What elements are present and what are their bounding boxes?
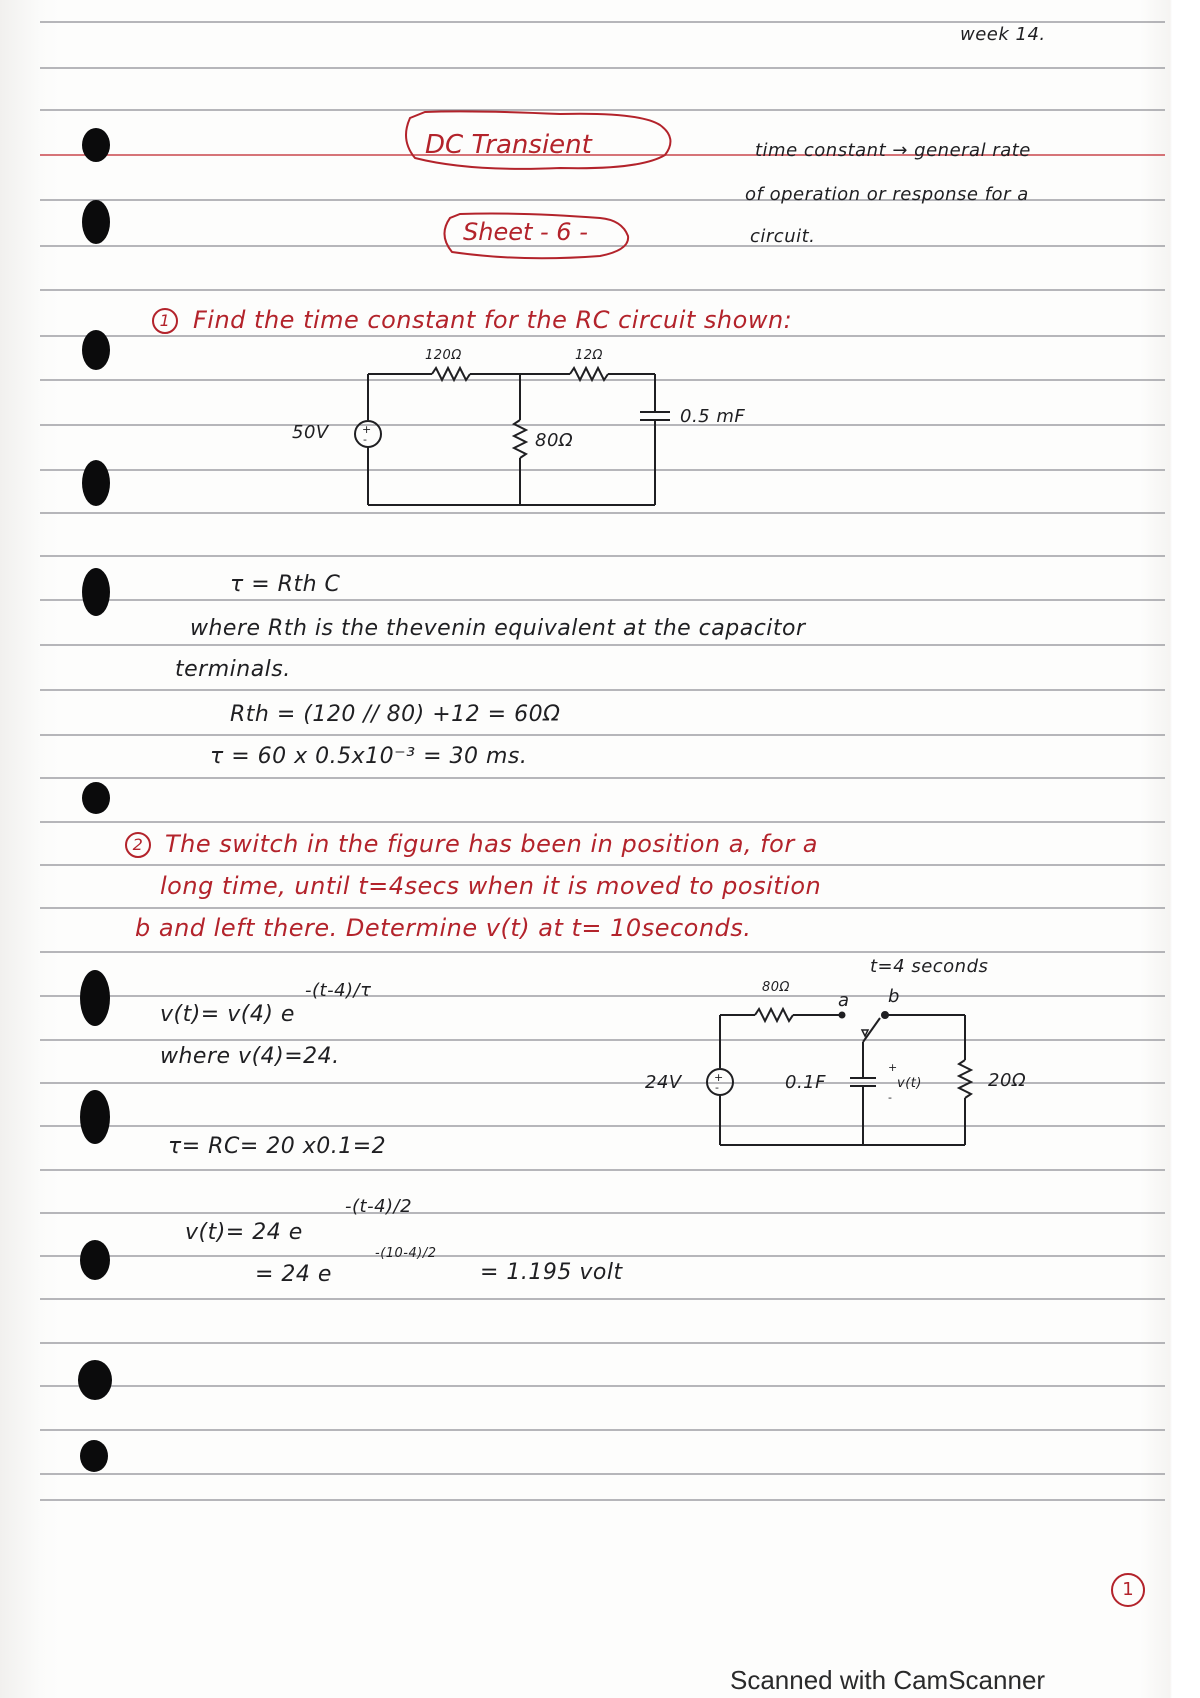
c1-source-label: 50V (292, 422, 329, 443)
page-number: 1 (1111, 1573, 1145, 1607)
svg-text:+: + (888, 1061, 898, 1074)
problem2-line2: long time, until t=4secs when it is moved to position (160, 872, 822, 900)
p2-eq1: v(t)= v(4) e (160, 1002, 295, 1027)
p2-eq3-result: = 1.195 volt (480, 1260, 623, 1285)
c2-r-label: 20Ω (988, 1070, 1027, 1091)
page-title: DC Transient (425, 130, 592, 160)
punch-hole (80, 1240, 110, 1280)
problem2-number: 2 (125, 832, 151, 858)
p2-eq1-exponent: -(t-4)/τ (305, 980, 372, 1001)
p1-rth-calc: Rth = (120 // 80) +12 = 60Ω (230, 702, 561, 727)
sheet-title: Sheet - 6 - (463, 218, 588, 246)
punch-hole (78, 1360, 112, 1400)
punch-hole (80, 1090, 110, 1144)
c2-node-b: b (888, 986, 900, 1007)
svg-text:+: + (362, 423, 372, 436)
c1-cap-label: 0.5 mF (680, 406, 746, 427)
week-label: week 14. (960, 24, 1046, 45)
side-note-line3: circuit. (750, 226, 816, 247)
p1-tau-calc: τ = 60 x 0.5x10⁻³ = 30 ms. (210, 744, 528, 769)
p2-eq2: v(t)= 24 e (185, 1220, 303, 1245)
c2-vt-label: v(t) (897, 1076, 922, 1091)
p1-where-line2: terminals. (175, 657, 291, 682)
punch-hole (82, 782, 110, 814)
problem2-line3: b and left there. Determine v(t) at t= 10seconds. (135, 914, 752, 942)
punch-hole (82, 128, 110, 162)
c1-r2-label: 12Ω (575, 348, 603, 363)
c2-resistor-label: 80Ω (762, 980, 790, 995)
p1-tau-formula: τ = Rth C (230, 572, 341, 597)
c2-node-a: a (838, 990, 850, 1011)
p2-eq3: = 24 e (255, 1262, 332, 1287)
svg-text:-: - (888, 1091, 892, 1104)
p2-where-line: where v(4)=24. (160, 1044, 340, 1069)
punch-hole (80, 1440, 108, 1472)
p2-tau-line: τ= RC= 20 x0.1=2 (168, 1134, 387, 1159)
p2-eq3-exponent: -(10-4)/2 (375, 1246, 437, 1261)
problem2-line1: The switch in the figure has been in position a, for a (165, 830, 819, 858)
svg-text:-: - (363, 433, 367, 446)
c1-r1-label: 120Ω (425, 348, 462, 363)
c2-cap-label: 0.1F (785, 1072, 826, 1093)
svg-text:-: - (715, 1081, 719, 1094)
problem1-question: Find the time constant for the RC circuit shown: (193, 306, 793, 334)
svg-text:+: + (714, 1071, 724, 1084)
punch-hole (82, 460, 110, 506)
punch-hole (80, 970, 110, 1026)
scanner-watermark: Scanned with CamScanner (730, 1665, 1046, 1695)
punch-hole (82, 200, 110, 244)
punch-hole (82, 568, 110, 616)
c2-source-label: 24V (645, 1072, 682, 1093)
side-note-line1: time constant → general rate (755, 140, 1031, 161)
problem1-number: 1 (152, 308, 178, 334)
p1-where-line: where Rth is the thevenin equivalent at the capacitor (190, 616, 806, 641)
p2-eq2-exponent: -(t-4)/2 (345, 1196, 413, 1217)
c2-switch-label: t=4 seconds (870, 956, 989, 977)
side-note-line2: of operation or response for a (745, 184, 1029, 205)
punch-hole (82, 330, 110, 370)
c1-r3-label: 80Ω (535, 430, 574, 451)
